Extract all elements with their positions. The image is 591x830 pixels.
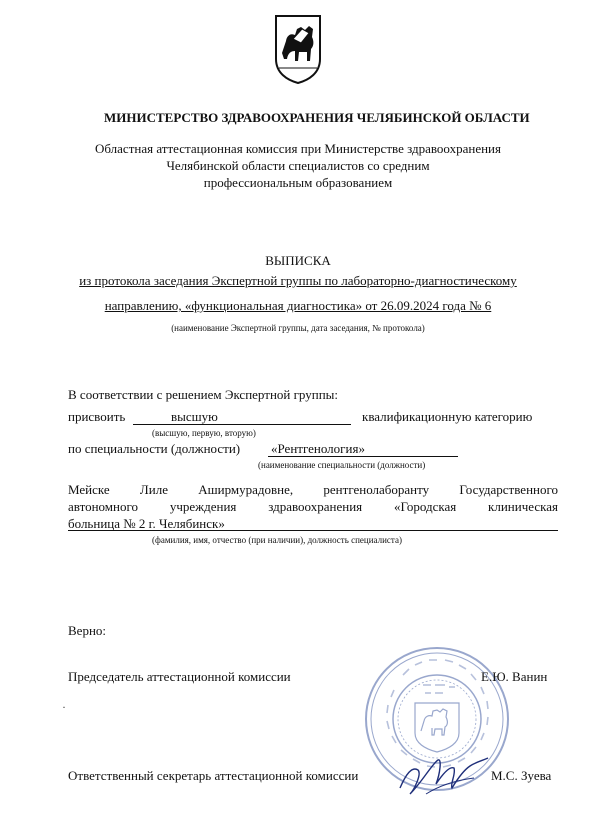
specialty-label: по специальности (должности) (68, 441, 241, 456)
assign-hint: (высшую, первую, вторую) (152, 428, 256, 438)
assign-value: высшую (171, 409, 218, 424)
secretary-name: М.С. Зуева (491, 768, 552, 783)
commission-line-3: профессиональным образованием (203, 175, 393, 190)
specialty-value: «Рентгенология» (271, 441, 365, 456)
intro-text: В соответствии с решением Экспертной группы: (68, 387, 339, 402)
ministry-title: МИНИСТЕРСТВО ЗДРАВООХРАНЕНИЯ ЧЕЛЯБИНСКОЙ ОБЛАСТИ (104, 110, 530, 125)
person-hint: (фамилия, имя, отчество (при наличии), должность специалиста) (152, 535, 402, 545)
coat-of-arms-emblem (273, 13, 323, 85)
chair-name: Е.Ю. Ванин (481, 669, 548, 684)
stray-dot: · (62, 700, 66, 714)
document-title: ВЫПИСКА (265, 253, 331, 268)
subtitle-hint: (наименование Экспертной группы, дата заседания, № протокола) (171, 323, 425, 333)
assign-suffix: квалификационную категорию (362, 409, 533, 424)
secretary-signature (392, 744, 492, 804)
secretary-label: Ответственный секретарь аттестационной комиссии (68, 768, 359, 783)
person-line-3: больница № 2 г. Челябинск» (68, 516, 225, 531)
chair-label: Председатель аттестационной комиссии (68, 669, 291, 684)
assign-label: присвоить (68, 409, 126, 424)
commission-line-1: Областная аттестационная комиссия при Министерстве здравоохранения (94, 141, 501, 156)
subtitle-line-1: из протокола заседания Экспертной группы по лабораторно-диагностическому (79, 273, 517, 288)
subtitle-line-2: направлению, «функциональная диагностика» от 26.09.2024 года № 6 (104, 298, 492, 313)
commission-line-2: Челябинской области специалистов со средним (166, 158, 430, 173)
person-line-2: автономного учреждения здравоохранения «Городская клиническая (68, 499, 558, 514)
assign-underline (133, 410, 351, 425)
person-line-1: Мейске Лиле Аширмурадовне, рентгенолаборанту Государственного (68, 482, 558, 497)
specialty-hint: (наименование специальности (должности) (258, 460, 426, 470)
verno-label: Верно: (68, 623, 107, 638)
